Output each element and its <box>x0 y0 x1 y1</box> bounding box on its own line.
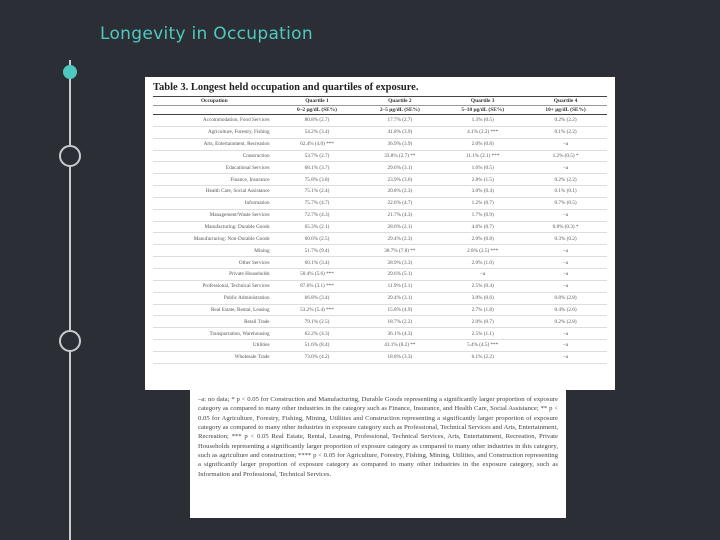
occupation-cell: Private Households <box>153 268 276 280</box>
quartile-cell: 65.3% (2.1) <box>276 221 359 233</box>
column-subheader: 2–5 µg/dL (SE%) <box>358 106 441 115</box>
quartile-cell: 3.0% (0.4) <box>441 186 524 198</box>
quartile-cell: 21.7% (4.3) <box>358 209 441 221</box>
quartile-cell: 28.9% (3.3) <box>358 257 441 269</box>
occupation-cell: Wholesale Trade <box>153 351 276 363</box>
quartile-cell: 41.8% (3.9) <box>358 126 441 138</box>
quartile-cell: 11.9% (3.1) <box>358 280 441 292</box>
quartile-cell: 2.0% (1.0) <box>441 257 524 269</box>
quartile-cell: –a <box>524 138 607 150</box>
table-row <box>153 174 607 186</box>
quartile-cell: –a <box>524 328 607 340</box>
occupation-cell: Professional, Technical Services <box>153 280 276 292</box>
occupation-cell: Arts, Entertainment, Recreation <box>153 138 276 150</box>
quartile-cell: 0.1% (0.1) <box>524 186 607 198</box>
quartile-cell: 0.2% (2.2) <box>524 115 607 127</box>
quartile-cell: 68.1% (3.7) <box>276 162 359 174</box>
quartile-cell: 0.7% (0.5) <box>524 197 607 209</box>
quartile-cell: 0.8% (2.8) <box>524 292 607 304</box>
quartile-cell: 33.8% (2.7) ** <box>358 150 441 162</box>
timeline-ring-marker[interactable] <box>59 145 81 167</box>
quartile-cell: 0.8% (0.3) * <box>524 221 607 233</box>
quartile-cell: 6.1% (2.2) <box>441 351 524 363</box>
quartile-cell: –a <box>524 268 607 280</box>
table-row <box>153 304 607 316</box>
quartile-cell: 2.0% (0.8) <box>441 138 524 150</box>
quartile-cell: 53.2% (5.4) *** <box>276 304 359 316</box>
quartile-cell: 18.7% (2.2) <box>358 316 441 328</box>
quartile-cell: 87.6% (3.1) *** <box>276 280 359 292</box>
quartile-cell: 2.5% (0.4) <box>441 280 524 292</box>
quartile-cell: –a <box>524 162 607 174</box>
quartile-cell: 75.7% (4.7) <box>276 197 359 209</box>
table-row <box>153 138 607 150</box>
occupation-cell: Manufacturing: Durable Goods <box>153 221 276 233</box>
occupation-cell: Manufacturing: Non-Durable Goods <box>153 233 276 245</box>
occupation-cell: Transportation, Warehousing <box>153 328 276 340</box>
column-header: Quartile 3 <box>441 97 524 106</box>
quartile-cell: 60.6% (2.5) <box>276 233 359 245</box>
quartile-cell: 29.6% (5.1) <box>358 268 441 280</box>
slide-title: Longevity in Occupation <box>100 24 313 44</box>
quartile-cell: 60.1% (3.4) <box>276 257 359 269</box>
occupation-cell: Public Administration <box>153 292 276 304</box>
occupation-cell: Health Care, Social Assistance <box>153 186 276 198</box>
column-subheader <box>153 106 276 115</box>
quartile-cell: 62.2% (4.3) <box>276 328 359 340</box>
quartile-cell: 2.0% (0.8) <box>441 233 524 245</box>
occupation-cell: Retail Trade <box>153 316 276 328</box>
column-subheader: 5–10 µg/dL (SE%) <box>441 106 524 115</box>
occupation-cell: Accommodation, Food Services <box>153 115 276 127</box>
timeline-ring-marker[interactable] <box>59 330 81 352</box>
table-row <box>153 186 607 198</box>
quartile-cell: 54.2% (3.4) <box>276 126 359 138</box>
quartile-cell: 1.6% (0.5) <box>441 162 524 174</box>
quartile-cell: 17.7% (2.7) <box>358 115 441 127</box>
quartile-cell: –a <box>441 268 524 280</box>
table-row <box>153 292 607 304</box>
quartile-cell: 36.9% (3.9) <box>358 138 441 150</box>
table-row <box>153 340 607 352</box>
quartile-cell: 53.7% (2.7) <box>276 150 359 162</box>
quartile-cell: 50.4% (5.6) *** <box>276 268 359 280</box>
quartile-cell: 11.1% (2.1) *** <box>441 150 524 162</box>
table-row <box>153 162 607 174</box>
quartile-cell: 3.0% (0.6) <box>441 292 524 304</box>
occupation-cell: Utilities <box>153 340 276 352</box>
quartile-cell: –a <box>524 351 607 363</box>
occupation-exposure-table <box>153 96 607 364</box>
table-row <box>153 351 607 363</box>
column-subheader: 10+ µg/dL (SE%) <box>524 106 607 115</box>
occupation-cell: Management/Waste Services <box>153 209 276 221</box>
quartile-cell: 66.8% (3.4) <box>276 292 359 304</box>
quartile-cell: 18.8% (3.3) <box>358 351 441 363</box>
quartile-cell: 4.6% (0.7) <box>441 221 524 233</box>
table-row <box>153 245 607 257</box>
quartile-cell: 5.4% (4.5) *** <box>441 340 524 352</box>
occupation-cell: Mining <box>153 245 276 257</box>
quartile-cell: 1.2% (0.7) <box>441 197 524 209</box>
quartile-cell: –a <box>524 340 607 352</box>
column-header: Quartile 1 <box>276 97 359 106</box>
occupation-cell: Finance, Insurance <box>153 174 276 186</box>
quartile-cell: 51.7% (9.4) <box>276 245 359 257</box>
occupation-cell: Information <box>153 197 276 209</box>
quartile-cell: 79.1% (2.5) <box>276 316 359 328</box>
quartile-cell: –a <box>524 280 607 292</box>
quartile-cell: 2.0% (0.7) <box>441 316 524 328</box>
table-row <box>153 115 607 127</box>
quartile-cell: 2.8% (2.5) *** <box>441 245 524 257</box>
table-row <box>153 209 607 221</box>
quartile-cell: 1.2% (0.5) * <box>524 150 607 162</box>
occupation-cell: Construction <box>153 150 276 162</box>
quartile-cell: 1.3% (0.5) <box>441 115 524 127</box>
quartile-cell: 22.6% (4.7) <box>358 197 441 209</box>
table-subheader-row <box>153 106 607 115</box>
table-row <box>153 221 607 233</box>
quartile-cell: 0.1% (2.2) <box>524 126 607 138</box>
quartile-cell: 72.7% (4.3) <box>276 209 359 221</box>
quartile-cell: 15.8% (4.9) <box>358 304 441 316</box>
quartile-cell: 29.4% (2.3) <box>358 233 441 245</box>
quartile-cell: 1.7% (0.9) <box>441 209 524 221</box>
occupation-cell: Real Estate, Rental, Leasing <box>153 304 276 316</box>
table-header-row <box>153 97 607 106</box>
quartile-cell: 73.0% (4.2) <box>276 351 359 363</box>
quartile-cell: 2.8% (1.5) <box>441 174 524 186</box>
occupation-cell: Educational Services <box>153 162 276 174</box>
table-image <box>145 77 615 390</box>
timeline-active-dot[interactable] <box>63 65 77 79</box>
quartile-cell: 36.1% (4.3) <box>358 328 441 340</box>
occupation-cell: Agriculture, Forestry, Fishing <box>153 126 276 138</box>
table-row <box>153 257 607 269</box>
column-header: Quartile 4 <box>524 97 607 106</box>
table-row <box>153 233 607 245</box>
table-row <box>153 150 607 162</box>
column-header: Quartile 2 <box>358 97 441 106</box>
column-subheader: 0–2 µg/dL (SE%) <box>276 106 359 115</box>
table-row <box>153 316 607 328</box>
quartile-cell: 4.1% (2.2) *** <box>441 126 524 138</box>
quartile-cell: 51.6% (8.4) <box>276 340 359 352</box>
occupation-cell: Other Services <box>153 257 276 269</box>
table-title: Table 3. Longest held occupation and quartiles of exposure. <box>153 82 419 93</box>
table-notes: –a: no data; * p < 0.05 for Construction and Manufacturing, Durable Goods representing a significantly larger proportion of exposure category as compared to many other industries in the category such as Finance, Insurance, and Health Care, Social Assistance; ** p < 0.05 for Agriculture, Forestry, Fishing, Mining, Utilities and Construction representing a significantly larger proportion of exposure category as compared to many other industries in exposure category such as Professional, Technical Services and Arts, Entertainment, Recreation; *** p < 0.05 Real Estate, Rental, Leasing, Professional, Technical Services, Arts, Entertainment, Recreation, Private Households representing a significantly larger proportion of exposure category as compared to many other industries in this category, such as agriculture and construction; **** p < 0.05 for Agriculture, Forestry, Fishing, Mining, Utilities, and Construction representing a significantly larger proportion of exposure category as compared to many other industries in the exposure category, such as Information and Professional, Technical Services. <box>190 390 566 518</box>
quartile-cell: 0.4% (2.6) <box>524 304 607 316</box>
quartile-cell: 23.9% (3.6) <box>358 174 441 186</box>
quartile-cell: 38.7% (7.8) ** <box>358 245 441 257</box>
column-header: Occupation <box>153 97 276 106</box>
quartile-cell: 20.8% (2.3) <box>358 186 441 198</box>
table-row <box>153 268 607 280</box>
quartile-cell: 75.1% (2.4) <box>276 186 359 198</box>
quartile-cell: –a <box>524 245 607 257</box>
quartile-cell: 75.8% (3.8) <box>276 174 359 186</box>
quartile-cell: 2.5% (1.1) <box>441 328 524 340</box>
quartile-cell: –a <box>524 257 607 269</box>
table-row <box>153 126 607 138</box>
quartile-cell: 29.6% (3.1) <box>358 162 441 174</box>
quartile-cell: 28.6% (2.1) <box>358 221 441 233</box>
table-row <box>153 197 607 209</box>
quartile-cell: 29.4% (3.1) <box>358 292 441 304</box>
timeline-line <box>69 60 71 540</box>
quartile-cell: 62.4% (4.0) *** <box>276 138 359 150</box>
quartile-cell: 2.7% (1.8) <box>441 304 524 316</box>
quartile-cell: 0.2% (2.8) <box>524 316 607 328</box>
table-row <box>153 280 607 292</box>
table-row <box>153 328 607 340</box>
quartile-cell: 0.2% (2.2) <box>524 174 607 186</box>
quartile-cell: 80.8% (2.7) <box>276 115 359 127</box>
quartile-cell: –a <box>524 209 607 221</box>
quartile-cell: 0.3% (0.2) <box>524 233 607 245</box>
table-body <box>153 115 607 364</box>
quartile-cell: 43.1% (8.2) ** <box>358 340 441 352</box>
